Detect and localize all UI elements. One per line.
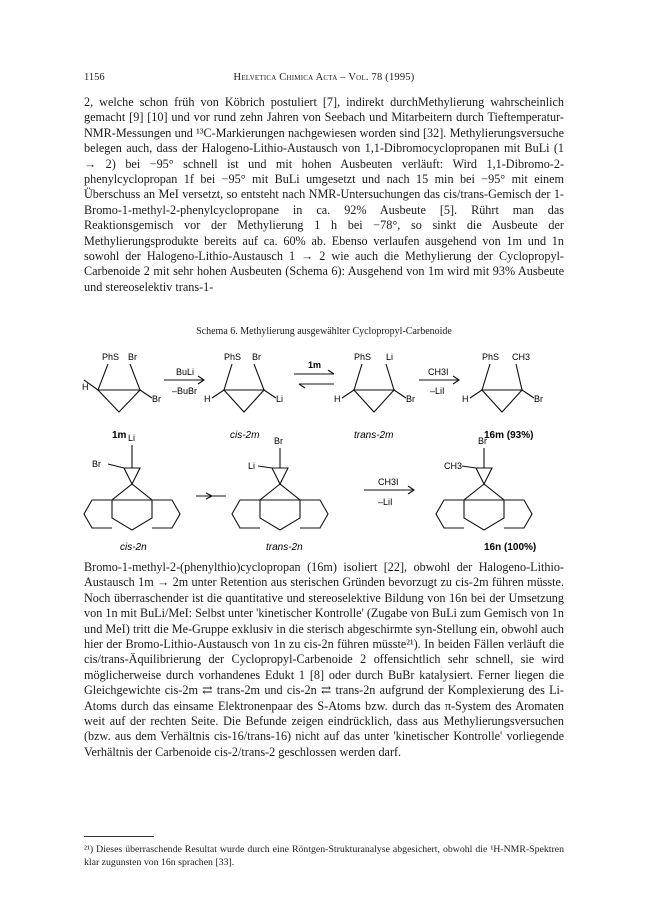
atom-label: Li — [248, 461, 256, 471]
arrow-label-reagent: CH3I — [428, 367, 449, 377]
page-number: 1156 — [84, 72, 105, 83]
compound-label: 1m — [112, 430, 127, 441]
cyclopropane-cis-2m — [212, 364, 276, 412]
cyclopropane-trans-2m — [342, 364, 406, 412]
atom-label: PhS — [482, 352, 500, 362]
atom-label: Br — [534, 394, 543, 404]
atom-label: H — [82, 382, 89, 392]
arrow-label-byproduct: –LiI — [378, 497, 393, 507]
atom-label: Li — [276, 394, 284, 404]
reaction-arrow-3 — [364, 486, 414, 494]
reaction-scheme — [84, 340, 564, 555]
atom-label: PhS — [224, 352, 242, 362]
arrow-label-reagent: BuLi — [176, 367, 195, 377]
arrow-label-reagent: CH3I — [378, 477, 399, 487]
polycycle-cis-2n — [84, 445, 180, 530]
atom-label: H — [334, 394, 341, 404]
atom-label: PhS — [102, 352, 120, 362]
atom-label: Br — [478, 436, 487, 446]
footnote: ²¹) Dieses überraschende Resultat wurde durch eine Röntgen-Strukturanalyse abgesichert, obwohl die ¹H-NMR-Spektren klar zugunsten von 16n sprachen [33]. — [84, 844, 564, 868]
footnote-divider — [84, 836, 154, 837]
arrow-label-byproduct: –LiI — [430, 386, 445, 396]
polycycle-trans-2n — [232, 448, 328, 530]
compound-label: 16m (93%) — [484, 430, 534, 441]
atom-label: H — [204, 394, 211, 404]
body-paragraph-1: 2, welche schon früh von Köbrich postuliert [7], indirekt durchMethylierung wahrscheinlich gemacht [9] [10] und vor rund zehn Jahren von Seebach und Mitarbeitern durch Tieftemperatur-NMR-Messungen und ¹³C-Markierungen nachgewiesen worden sind [32]. Methylierungsversuche belegen auch, dass der Halogeno-Lithio-Austausch von 1,1-Dibromocyclopropanen mit BuLi (1 → 2) bei −95° schnell ist und mit hohen Ausbeuten verläuft: Wird 1,1-Dibromo-2-phenylcyclopropan 1f bei −95° mit BuLi umgesetzt und nach 15 min bei −95° mit einem Überschuss an MeI versetzt, so entsteht nach NMR-Untersuchungen das cis/trans-Gemisch der 1-Bromo-1-methyl-2-phenylcyclopropane in ca. 92% Ausbeute [5]. Rührt man das Reaktionsgemisch vor der Methylierung 1 h bei −78°, so sinkt die Ausbeute der Methylierungsprodukte bereits auf ca. 60% ab. Ebenso verlaufen ausgehend von 1m und 1n sowohl der Halogeno-Lithio-Austausch 1 → 2 wie auch die Methylierung der Cyclopropyl-Carbenoide 2 mit sehr hohen Ausbeuten (Schema 6): Ausgehend von 1m wird mit 93% Ausbeute und stereoselektiv trans-1- — [84, 95, 564, 294]
cyclopropane-1m — [84, 364, 152, 412]
arrow-label-catalyst: 1m — [308, 360, 322, 370]
body-paragraph-2: Bromo-1-methyl-2-(phenylthio)cyclopropan (16m) isoliert [22], obwohl der Halogeno-Lithio-Austausch 1m → 2m unter Retention aus sterischen Gründen bevorzugt zu cis-2m führen müsste. Noch überraschender ist die quantitative und stereoselektive Bildung von 16n bei der Umsetzung von 1n mit BuLi/MeI: Selbst unter 'kinetischer Kontrolle' (Zugabe von BuLi zum Gemisch von 1n und MeI) tritt die Me-Gruppe exklusiv in die sterisch abgeschirmte syn-Stellung ein, obwohl auch hier der Bromo-Lithio-Austausch von 1n zu cis-2n führen müsste²¹). In beiden Fällen verläuft die cis/trans-Äquilibrierung der Cyclopropyl-Carbenoide 2 offensichtlich sehr schnell, sie wird möglicherweise durch vorhandenes Edukt 1 [8] oder durch BuBr katalysiert. Ferner liegen die Gleichgewichte cis-2m ⇄ trans-2m und cis-2n ⇄ trans-2n aufgrund der Komplexierung des Li-Atoms durch das einsame Elektronenpaar des S-Atoms bzw. durch das π-System des Aromaten weit auf der rechten Seite. Die Befunde zeigen eindrücklich, dass aus Methylierungsversuchen (bzw. aus dem Verhältnis cis-16/trans-16) nicht auf das unter 'kinetischer Kontrolle' vorliegende Verhältnis der Carbenoide cis-2/trans-2 geschlossen werden darf. — [84, 560, 564, 759]
atom-label: Br — [406, 394, 415, 404]
reaction-arrow-1 — [164, 376, 204, 384]
reaction-arrow-2 — [419, 376, 459, 384]
compound-label: cis-2m — [230, 430, 260, 441]
arrow-label-byproduct: –BuBr — [172, 386, 198, 396]
atom-label: Br — [128, 352, 137, 362]
reaction-arrow-cis-trans-2n — [196, 493, 226, 499]
compound-label: trans-2m — [354, 430, 394, 441]
atom-label: Li — [386, 352, 394, 362]
journal-title: Helvetica Chimica Acta – Vol. 78 (1995) — [233, 72, 415, 83]
cyclopropane-16m — [470, 364, 534, 412]
atom-label: H — [462, 394, 469, 404]
compound-label: 16n (100%) — [484, 542, 537, 553]
atom-label: Br — [274, 436, 283, 446]
atom-label: CH3 — [444, 461, 463, 471]
scheme-caption: Schema 6. Methylierung ausgewählter Cyclopropyl-Carbenoide — [196, 326, 452, 337]
atom-label: Br — [252, 352, 261, 362]
atom-label: Br — [152, 394, 161, 404]
compound-label: cis-2n — [120, 542, 147, 553]
atom-label: Li — [128, 433, 136, 443]
equilibrium-arrows-2m — [294, 370, 334, 388]
atom-label: Br — [92, 459, 101, 469]
compound-label: trans-2n — [266, 542, 303, 553]
atom-label: PhS — [354, 352, 372, 362]
atom-label: CH3 — [512, 352, 531, 362]
